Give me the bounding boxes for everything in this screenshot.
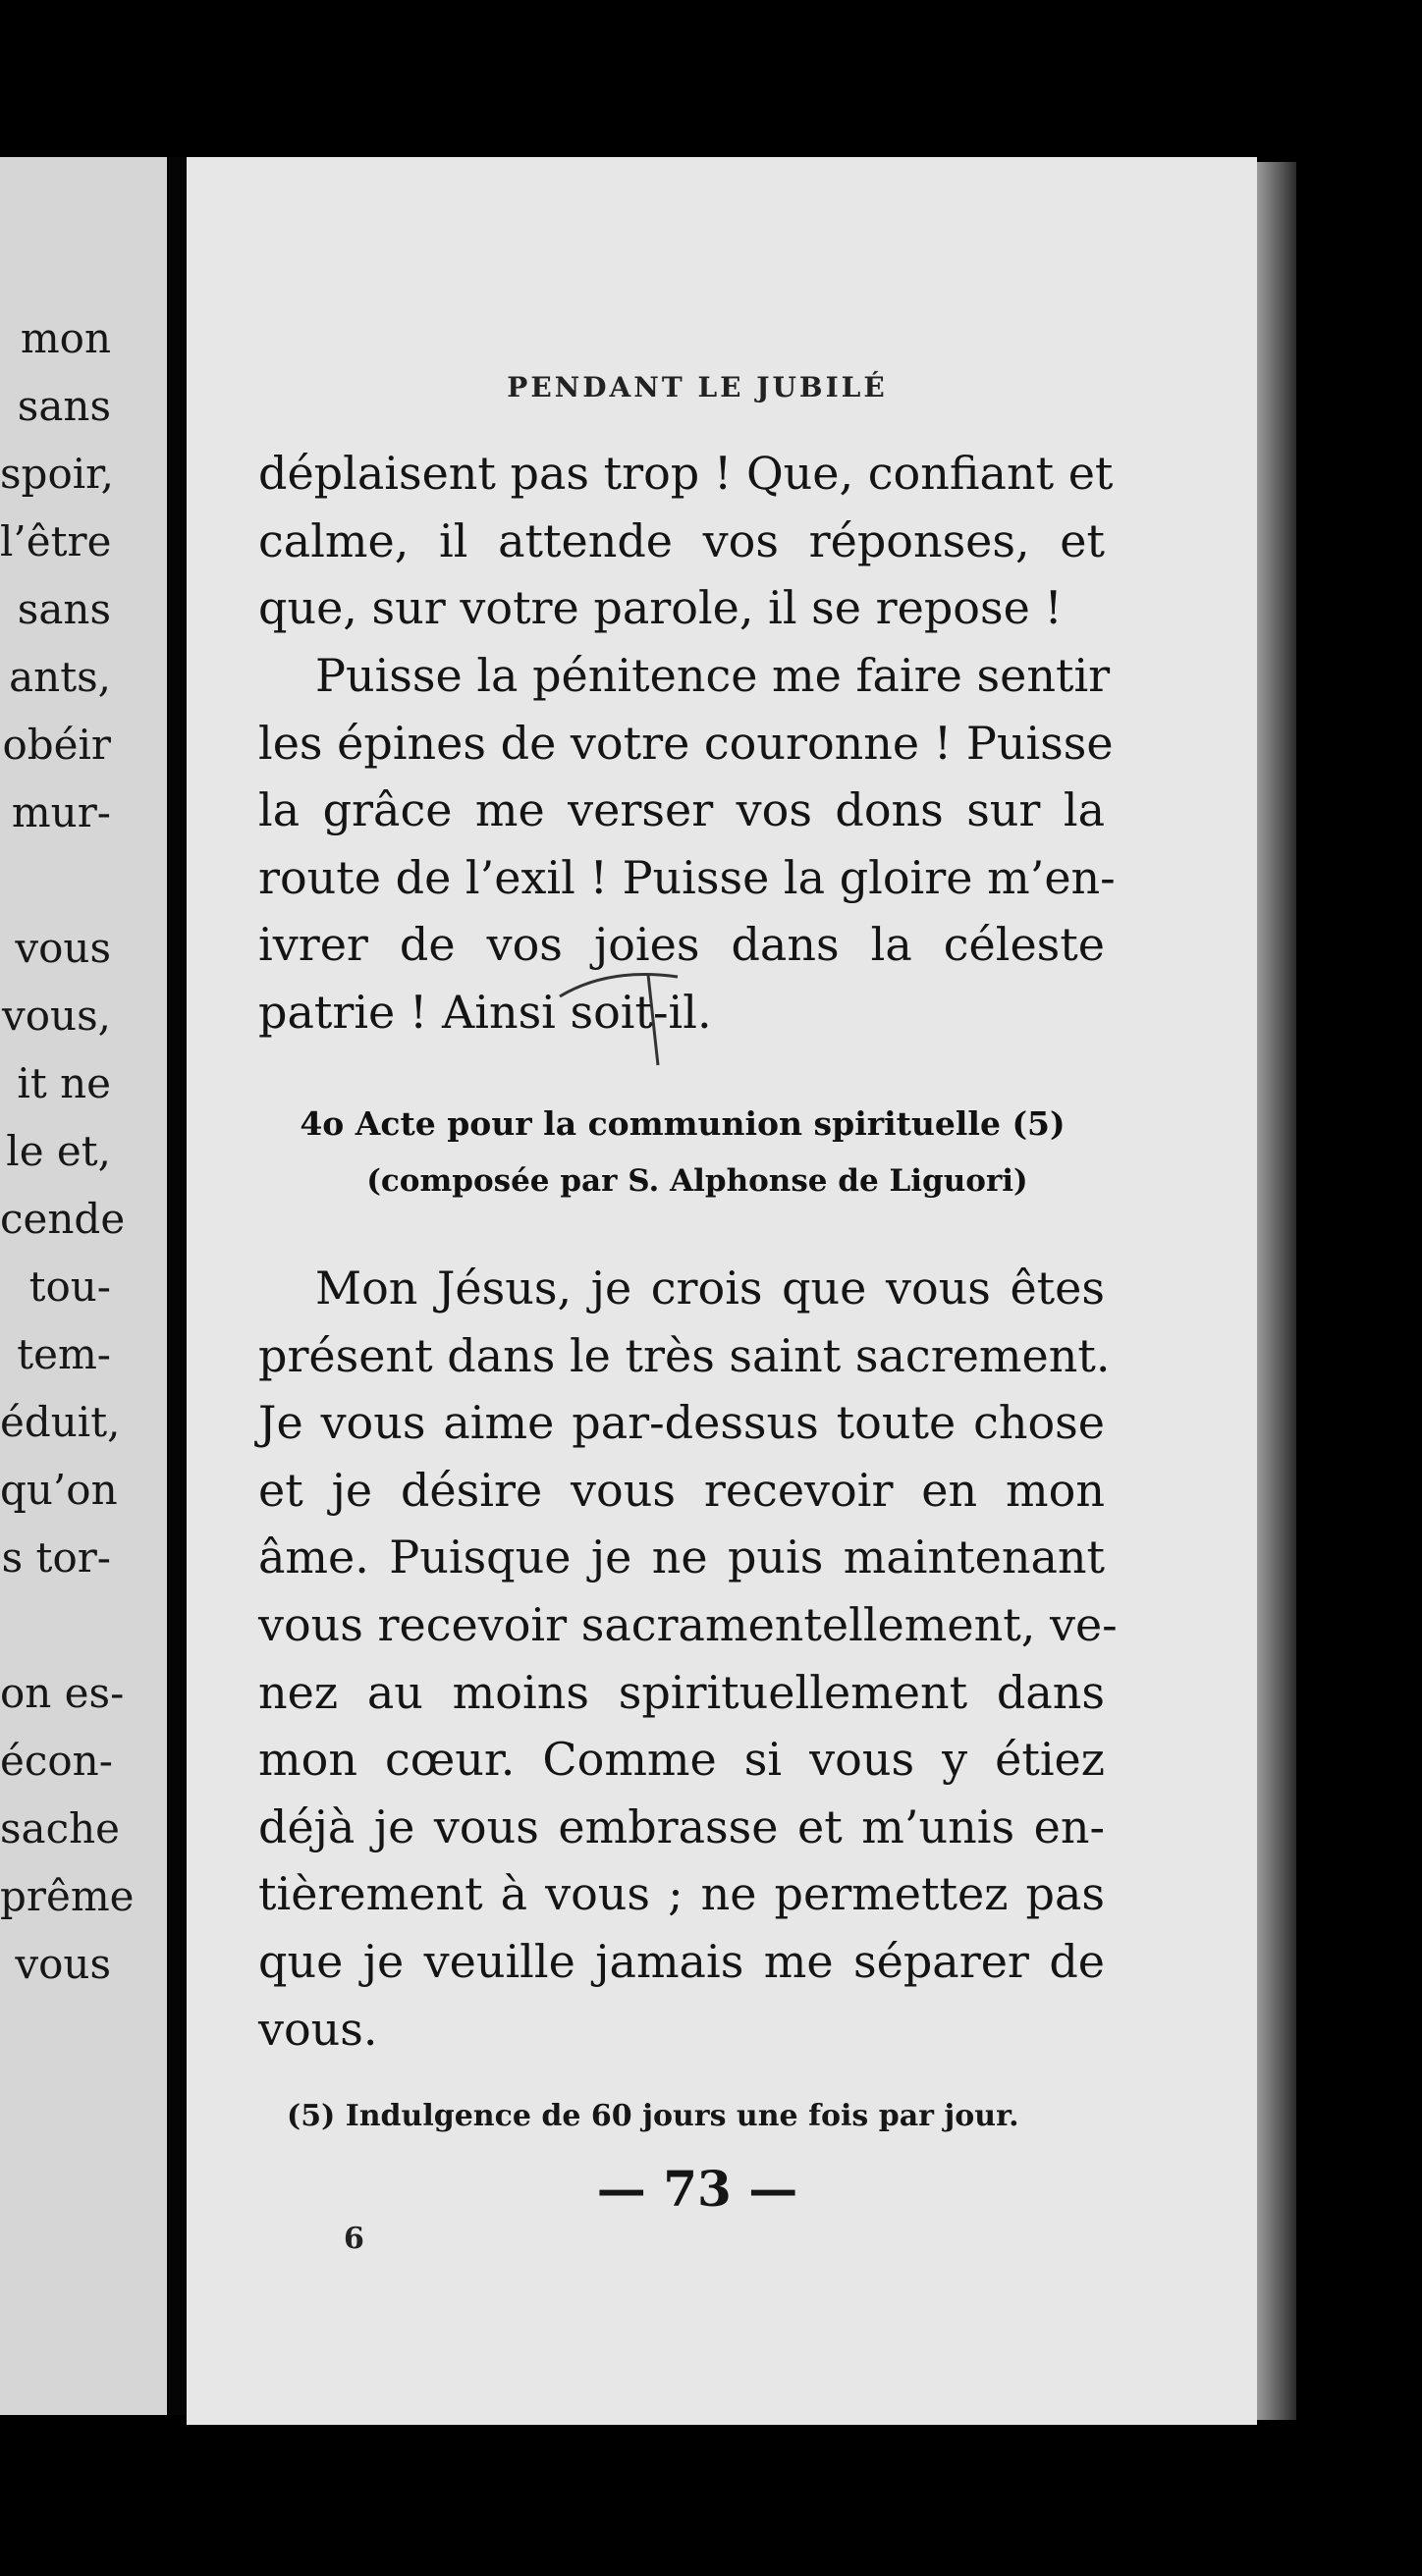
text-line: vous recevoir sacramentellement, ve- bbox=[258, 1597, 1118, 1651]
left-page-line: spoir, bbox=[0, 450, 114, 498]
page-edge bbox=[1257, 162, 1296, 2420]
text-line: tièrement à vous ; ne permettez pas bbox=[258, 1867, 1105, 1921]
left-page-line: mon bbox=[20, 314, 111, 362]
text-line: et je désire vous recevoir en mon bbox=[258, 1463, 1105, 1517]
left-page-line: vous bbox=[15, 924, 111, 972]
signature-mark: 6 bbox=[344, 2222, 364, 2256]
left-page-line: s tor- bbox=[1, 1533, 111, 1582]
text-line: la grâce me verser vos dons sur la bbox=[258, 783, 1105, 837]
pencil-mark bbox=[550, 957, 727, 1075]
footnote: (5) Indulgence de 60 jours une fois par jour. bbox=[287, 2099, 1019, 2133]
left-page-line: sans bbox=[17, 585, 111, 633]
text-line: route de l’exil ! Puisse la gloire m’en- bbox=[258, 850, 1116, 904]
left-page-line: écon- bbox=[0, 1737, 113, 1785]
left-page bbox=[0, 157, 172, 2415]
text-line: mon cœur. Comme si vous y étiez bbox=[258, 1733, 1105, 1787]
left-page-line: qu’on bbox=[0, 1466, 118, 1514]
text-line: patrie ! Ainsi soit-il. bbox=[258, 985, 712, 1039]
left-page-line: mur- bbox=[11, 788, 111, 836]
left-page-line: on es- bbox=[0, 1669, 125, 1717]
text-line: déplaisent pas trop ! Que, confiant et bbox=[258, 447, 1114, 500]
paragraph-1 bbox=[258, 440, 1114, 642]
left-page-line: obéir bbox=[2, 721, 111, 769]
left-page-line: prême bbox=[0, 1872, 135, 1920]
left-page-line: cende bbox=[0, 1195, 126, 1243]
left-page-line: vous, bbox=[2, 992, 111, 1040]
text-line: Puisse la pénitence me faire sentir bbox=[315, 649, 1111, 702]
left-page-line: tem- bbox=[17, 1330, 111, 1378]
text-line: calme, il attende vos réponses, et bbox=[258, 513, 1105, 567]
text-line: âme. Puisque je ne puis maintenant bbox=[258, 1530, 1105, 1584]
book-gutter bbox=[167, 157, 187, 2415]
left-page-line: le et, bbox=[6, 1127, 111, 1175]
left-page-line: ants, bbox=[9, 653, 111, 701]
page-number: — 73 — bbox=[596, 2160, 798, 2218]
left-page-line: it ne bbox=[17, 1059, 111, 1107]
text-line: vous. bbox=[258, 2002, 378, 2056]
running-header: PENDANT LE JUBILÉ bbox=[507, 371, 888, 403]
text-line: ivrer de vos joies dans la céleste bbox=[258, 918, 1105, 972]
text-line: que, sur votre parole, il se repose ! bbox=[258, 581, 1063, 635]
left-page-line: l’être bbox=[0, 517, 112, 565]
text-line: les épines de votre couronne ! Puisse bbox=[258, 716, 1114, 770]
left-page-line: sans bbox=[17, 382, 111, 430]
text-line: déjà je vous embrasse et m’unis en- bbox=[258, 1799, 1105, 1853]
text-line: présent dans le très saint sacrement. bbox=[258, 1328, 1111, 1382]
paragraph-3 bbox=[258, 1255, 1118, 2063]
text-line: que je veuille jamais me séparer de bbox=[258, 1934, 1105, 1988]
text-line: nez au moins spirituellement dans bbox=[258, 1665, 1105, 1719]
left-page-line: vous bbox=[15, 1940, 111, 1988]
text-line: Mon Jésus, je crois que vous êtes bbox=[315, 1261, 1105, 1315]
section-title: 4o Acte pour la communion spirituelle (5) bbox=[300, 1104, 1066, 1143]
left-page-line: sache bbox=[0, 1804, 121, 1852]
text-line: Je vous aime par-dessus toute chose bbox=[258, 1396, 1105, 1450]
left-page-line: tou- bbox=[28, 1262, 111, 1311]
left-page-line: éduit, bbox=[0, 1398, 121, 1446]
section-subtitle: (composée par S. Alphonse de Liguori) bbox=[366, 1163, 1028, 1199]
